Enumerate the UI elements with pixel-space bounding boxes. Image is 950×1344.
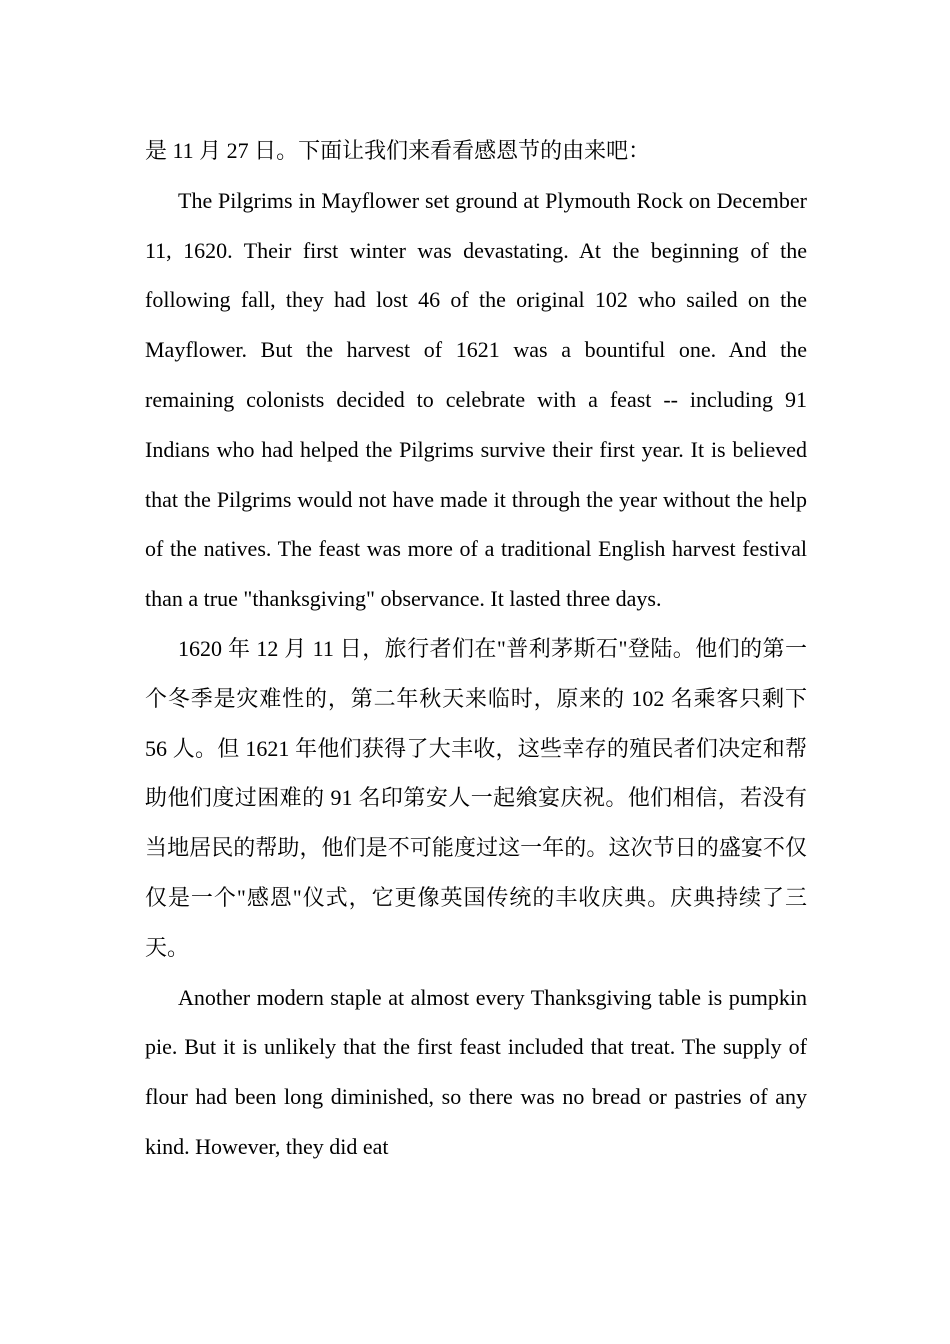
paragraph-en-pumpkin: Another modern staple at almost every Thanksgiving table is pumpkin pie. But it is unlikely that the first feast included that treat. The supply of flour had been long diminished, so there was no bread or pastries of any kind. However, they did eat <box>145 984 807 1159</box>
paragraph-zh-pilgrims: 1620 年 12 月 11 日，旅行者们在"普利茅斯石"登陆。他们的第一个冬季是灾难性的，第二年秋天来临时，原来的 102 名乘客只剩下 56 人。但 1621 年他们获得了大丰收，这些幸存的殖民者们决定和帮助他们度过困难的 91 名印第安人一起飨宴庆祝。他们相信，若没有当地居民的帮助，他们是不可能度过这一年的。这次节日的盛宴不仅仅是一个"感恩"仪式，它更像英国传统的丰收庆典。庆典持续了三天。 <box>145 635 807 960</box>
document-body <box>145 126 807 1172</box>
paragraph-zh-intro-tail: 是 11 月 27 日。下面让我们来看看感恩节的由来吧： <box>145 138 651 163</box>
paragraph-en-pilgrims: The Pilgrims in Mayflower set ground at Plymouth Rock on December 11, 1620. Their first winter was devastating. At the beginning of the following fall, they had lost 46 of the original 102 who sailed on the Mayflower. But the harvest of 1621 was a bountiful one. And the remaining colonists decided to celebrate with a feast -- including 91 Indians who had helped the Pilgrims survive their first year. It is believed that the Pilgrims would not have made it through the year without the help of the natives. The feast was more of a traditional English harvest festival than a true "thanksgiving" observance. It lasted three days. <box>145 187 807 612</box>
